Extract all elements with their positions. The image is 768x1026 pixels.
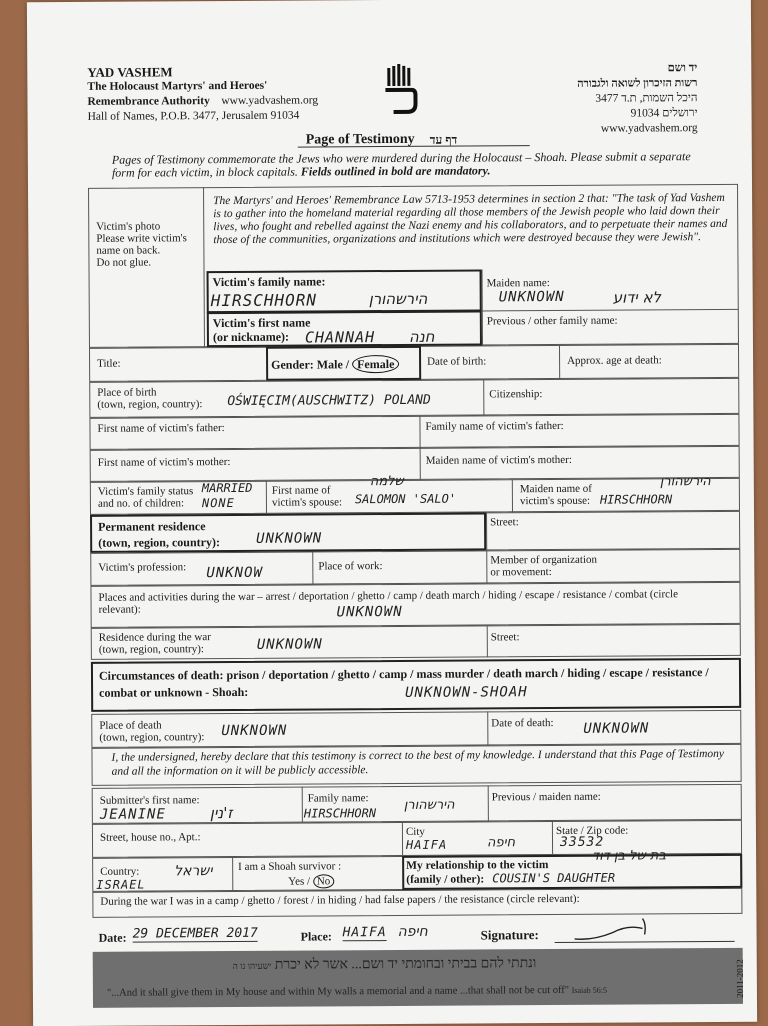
survivor-yes[interactable]: Yes / [288, 875, 311, 888]
relationship-label2: (family / other): [406, 873, 485, 886]
war-res-label2: (town, region, country): [98, 643, 204, 656]
law-text: The Martyrs' and Heroes' Remembrance Law 5713-1953 determines in section 2 that: "The task of Yad Vashem is to gather into the homeland material regarding all those members of the Jewish people who laid down their lives, who fought and rebelled against the Nazi enemy and his collaborators, and to perpetuate their names and those of the communities, organizations and institutions which were destroyed because they were Jewish". [213, 191, 728, 247]
zip-value: 33532 [559, 834, 605, 850]
divider [512, 479, 513, 512]
divider [402, 822, 403, 856]
first-name-label2: (or nickname): [212, 329, 290, 345]
war-res-label [99, 631, 211, 656]
place-value: HAIFA [342, 925, 387, 941]
relationship-hebrew: בת של בן דוד [592, 848, 667, 864]
org-line3: Remembrance Authority [87, 95, 210, 108]
photo-box [96, 220, 187, 269]
submitter-first-value: JEANINE [99, 806, 166, 823]
submitter-first-hebrew: ז'נין [209, 803, 233, 823]
divider [552, 821, 553, 855]
divider [266, 481, 267, 514]
submitter-family-value: HIRSCHHORN [303, 806, 377, 821]
photo-line2: Please write victim's [96, 232, 187, 245]
date-label: Date: [98, 930, 127, 945]
quote-hebrew-text: ונתתי להם בביתי ובחומתי יד ושם... אשר לא יכרת [274, 956, 537, 973]
places-label[interactable]: Places and activities during the war – arrest / deportation / ghetto / camp / death march / hiding / escape / resistance / combat (circle relevant): [98, 588, 678, 616]
photo-line4: Do not glue. [96, 256, 152, 269]
mother-maiden-label: Maiden name of victim's mother: [425, 453, 572, 467]
intro-body: Pages of Testimony commemorate the Jews who were murdered during the Holocaust – Shoah. Please submit a separate form for each victim, in block capitals. [111, 149, 691, 180]
war-res-label1: Residence during the war [98, 631, 211, 644]
survivor-label: I am a Shoah survivor : [238, 860, 342, 873]
spouse-maiden-label [520, 483, 592, 507]
maiden-name-value: UNKNOWN [498, 288, 565, 306]
divider [487, 625, 488, 657]
dod-value: UNKNOWN [583, 720, 650, 737]
spouse-maiden-label1: Maiden name of [519, 482, 592, 496]
spouse-first-label2: victim's spouse: [271, 496, 343, 509]
place-label: Place: [300, 929, 332, 944]
org-website-hebrew[interactable]: www.yadvashem.org [600, 122, 698, 135]
dod-label: Date of death: [491, 717, 554, 730]
quote-english-text: "...And it shall give them in My house and within My walls a memorial and a name ...that shall not be cut off" [106, 984, 570, 999]
country-label: Country: [100, 865, 140, 878]
date-value: 29 DECEMBER 2017 [132, 925, 258, 942]
org-line4-hebrew: ירושלים 91034 [630, 107, 698, 120]
org-line2: The Holocaust Martyrs' and Heroes' [87, 79, 268, 93]
submitter-street-label: Street, house no., Apt.: [99, 831, 201, 844]
pod-label [99, 719, 204, 744]
circumstances-value: UNKNOWN-SHOAH [405, 684, 528, 701]
divider [483, 379, 484, 415]
divider [487, 711, 488, 745]
divider [486, 550, 487, 583]
first-name-hebrew: חנה [408, 327, 435, 346]
children-value: NONE [201, 495, 235, 511]
zip-label: State / Zip code: [555, 824, 629, 838]
citizenship-label: Citizenship: [489, 388, 543, 401]
residence-value: UNKNOWN [256, 530, 323, 547]
pob-label1: Place of birth [97, 386, 157, 399]
profession-value: UNKNOW [206, 564, 263, 582]
family-status-label2: and no. of children: [97, 497, 185, 510]
submitter-prev-label: Previous / maiden name: [491, 790, 601, 804]
country-hebrew: ישראל [174, 863, 213, 880]
city-value: HAIFA [405, 837, 448, 852]
submitter-family-label: Family name: [307, 792, 369, 805]
street-label: Street: [490, 516, 519, 529]
mother-first-label: First name of victim's mother: [97, 455, 231, 469]
row-profession [90, 549, 740, 586]
work-label: Place of work: [318, 560, 383, 573]
yad-vashem-logo [383, 64, 419, 116]
first-name-label1: Victim's first name [212, 315, 311, 331]
intro-mandatory: Fields outlined in bold are mandatory. [300, 163, 491, 179]
first-name-value: CHANNAH [304, 328, 376, 347]
family-name-value: HIRSCHHORN [210, 290, 318, 311]
city-hebrew: חיפה [486, 835, 516, 851]
divider [488, 785, 489, 821]
family-name-label: Victim's family name: [212, 274, 326, 290]
gender-female-circled[interactable]: Female [352, 355, 399, 373]
submitter-first-label: Submitter's first name: [99, 794, 200, 807]
org-name: YAD VASHEM [87, 64, 173, 80]
residence-label2: (town, region, country): [98, 535, 220, 550]
year-code: 2011-2012 [734, 959, 745, 998]
form-title-hebrew: דף עד [429, 132, 458, 147]
gender-label [271, 357, 399, 372]
divider [302, 787, 303, 823]
profession-label: Victim's profession: [98, 561, 187, 574]
residence-label1: Permanent residence [98, 519, 206, 534]
spouse-first-hebrew: שלמה [369, 473, 404, 490]
pod-label2: (town, region, country): [99, 731, 205, 744]
spouse-first-label [272, 484, 342, 508]
survivor-no-circled[interactable]: No [313, 874, 335, 888]
gender-label-text: Gender: [271, 357, 314, 372]
pob-label [97, 386, 202, 411]
photo-line3: name on back. [96, 244, 161, 257]
family-status-value: MARRIED [201, 480, 253, 496]
circumstances-label[interactable]: Circumstances of death: prison / deportation / ghetto / camp / mass murder / death march / hiding / escape / resistance / combat or unknown - Shoah: [98, 665, 709, 700]
survivor-options [288, 875, 334, 887]
age-label: Approx. age at death: [567, 354, 662, 367]
org-address: Hall of Names, P.O.B. 3477, Jerusalem 91034 [87, 109, 300, 123]
prev-name-label: Previous / other family name: [486, 314, 618, 328]
family-name-hebrew: הירשהורן [368, 289, 428, 309]
signature-label: Signature: [480, 927, 539, 943]
submitter-family-hebrew: הירשהורן [403, 797, 455, 813]
father-family-label: Family name of victim's father: [425, 419, 564, 433]
war-street-label: Street: [490, 631, 520, 644]
pod-value: UNKNOWN [221, 722, 288, 740]
family-status-label1: Victim's family status [97, 485, 194, 498]
title-label: Title: [97, 357, 121, 370]
country-value: ISRAEL [96, 877, 146, 892]
gender-male[interactable]: Male / [316, 357, 350, 372]
city-label: City [405, 825, 425, 838]
pod-label1: Place of death [99, 719, 162, 732]
relationship-value: COUSIN'S DAUGHTER [492, 870, 616, 886]
org-line2-hebrew: רשות הזיכרון לשואה ולגבורה [577, 77, 698, 90]
spouse-maiden-hebrew: הירשהורן [659, 474, 711, 490]
family-status-label [98, 485, 194, 510]
intro-text [112, 150, 712, 180]
spouse-maiden-label2: victim's spouse: [519, 494, 591, 508]
pob-label2: (town, region, country): [97, 398, 203, 411]
form-title: Page of Testimony [305, 131, 415, 148]
divider [232, 857, 233, 891]
maiden-name-hebrew: לא ידוע [612, 288, 662, 307]
street-box[interactable] [486, 511, 740, 551]
father-first-label: First name of victim's father: [97, 422, 225, 435]
pob-value: OŚWIĘCIM(AUSCHWITZ) POLAND [227, 392, 431, 410]
quote-hebrew [233, 956, 537, 974]
place-hebrew: חיפה [397, 923, 428, 940]
war-res-value: UNKNOWN [256, 636, 323, 653]
spouse-first-label1: First name of [271, 484, 331, 497]
spouse-first-value: SALOMON 'SALO' [354, 491, 457, 507]
divider [559, 345, 560, 379]
member-label [490, 554, 597, 579]
org-block [87, 63, 318, 124]
divider [312, 551, 313, 584]
org-line3-hebrew: היכל השמות, ת.ד 3477 [595, 92, 698, 105]
maiden-name-label: Maiden name: [486, 277, 550, 290]
quote-hebrew-source: ישעיהו נו ה [232, 960, 272, 971]
submitter-war-label[interactable]: During the war I was in a camp / ghetto / forest / in hiding / had false papers / the resistance (circle relevant): [100, 892, 580, 908]
photo-line1: Victim's photo [96, 220, 161, 233]
spouse-maiden-value: HIRSCHHORN [599, 492, 673, 507]
quote-english-source: Isaiah 56:5 [571, 985, 608, 995]
member-label2: or movement: [490, 566, 552, 579]
dob-label: Date of birth: [427, 355, 487, 368]
signature-mark [572, 914, 662, 943]
org-website[interactable]: www.yadvashem.org [221, 94, 319, 108]
residence-label [98, 518, 220, 551]
testimony-page [27, 0, 757, 1026]
relationship-label1: My relationship to the victim [406, 859, 549, 872]
member-label1: Member of organization [490, 553, 598, 567]
org-name-hebrew: יד ושם [667, 62, 698, 75]
places-value: UNKNOWN [336, 603, 403, 621]
org-block-hebrew [547, 61, 697, 137]
first-name-label [213, 315, 311, 344]
declaration-text: I, the undersigned, hereby declare that this testimony is correct to the best of my knowledge. I understand that this Page of Testimony and all the information on it will be publicly accessible. [111, 747, 725, 778]
